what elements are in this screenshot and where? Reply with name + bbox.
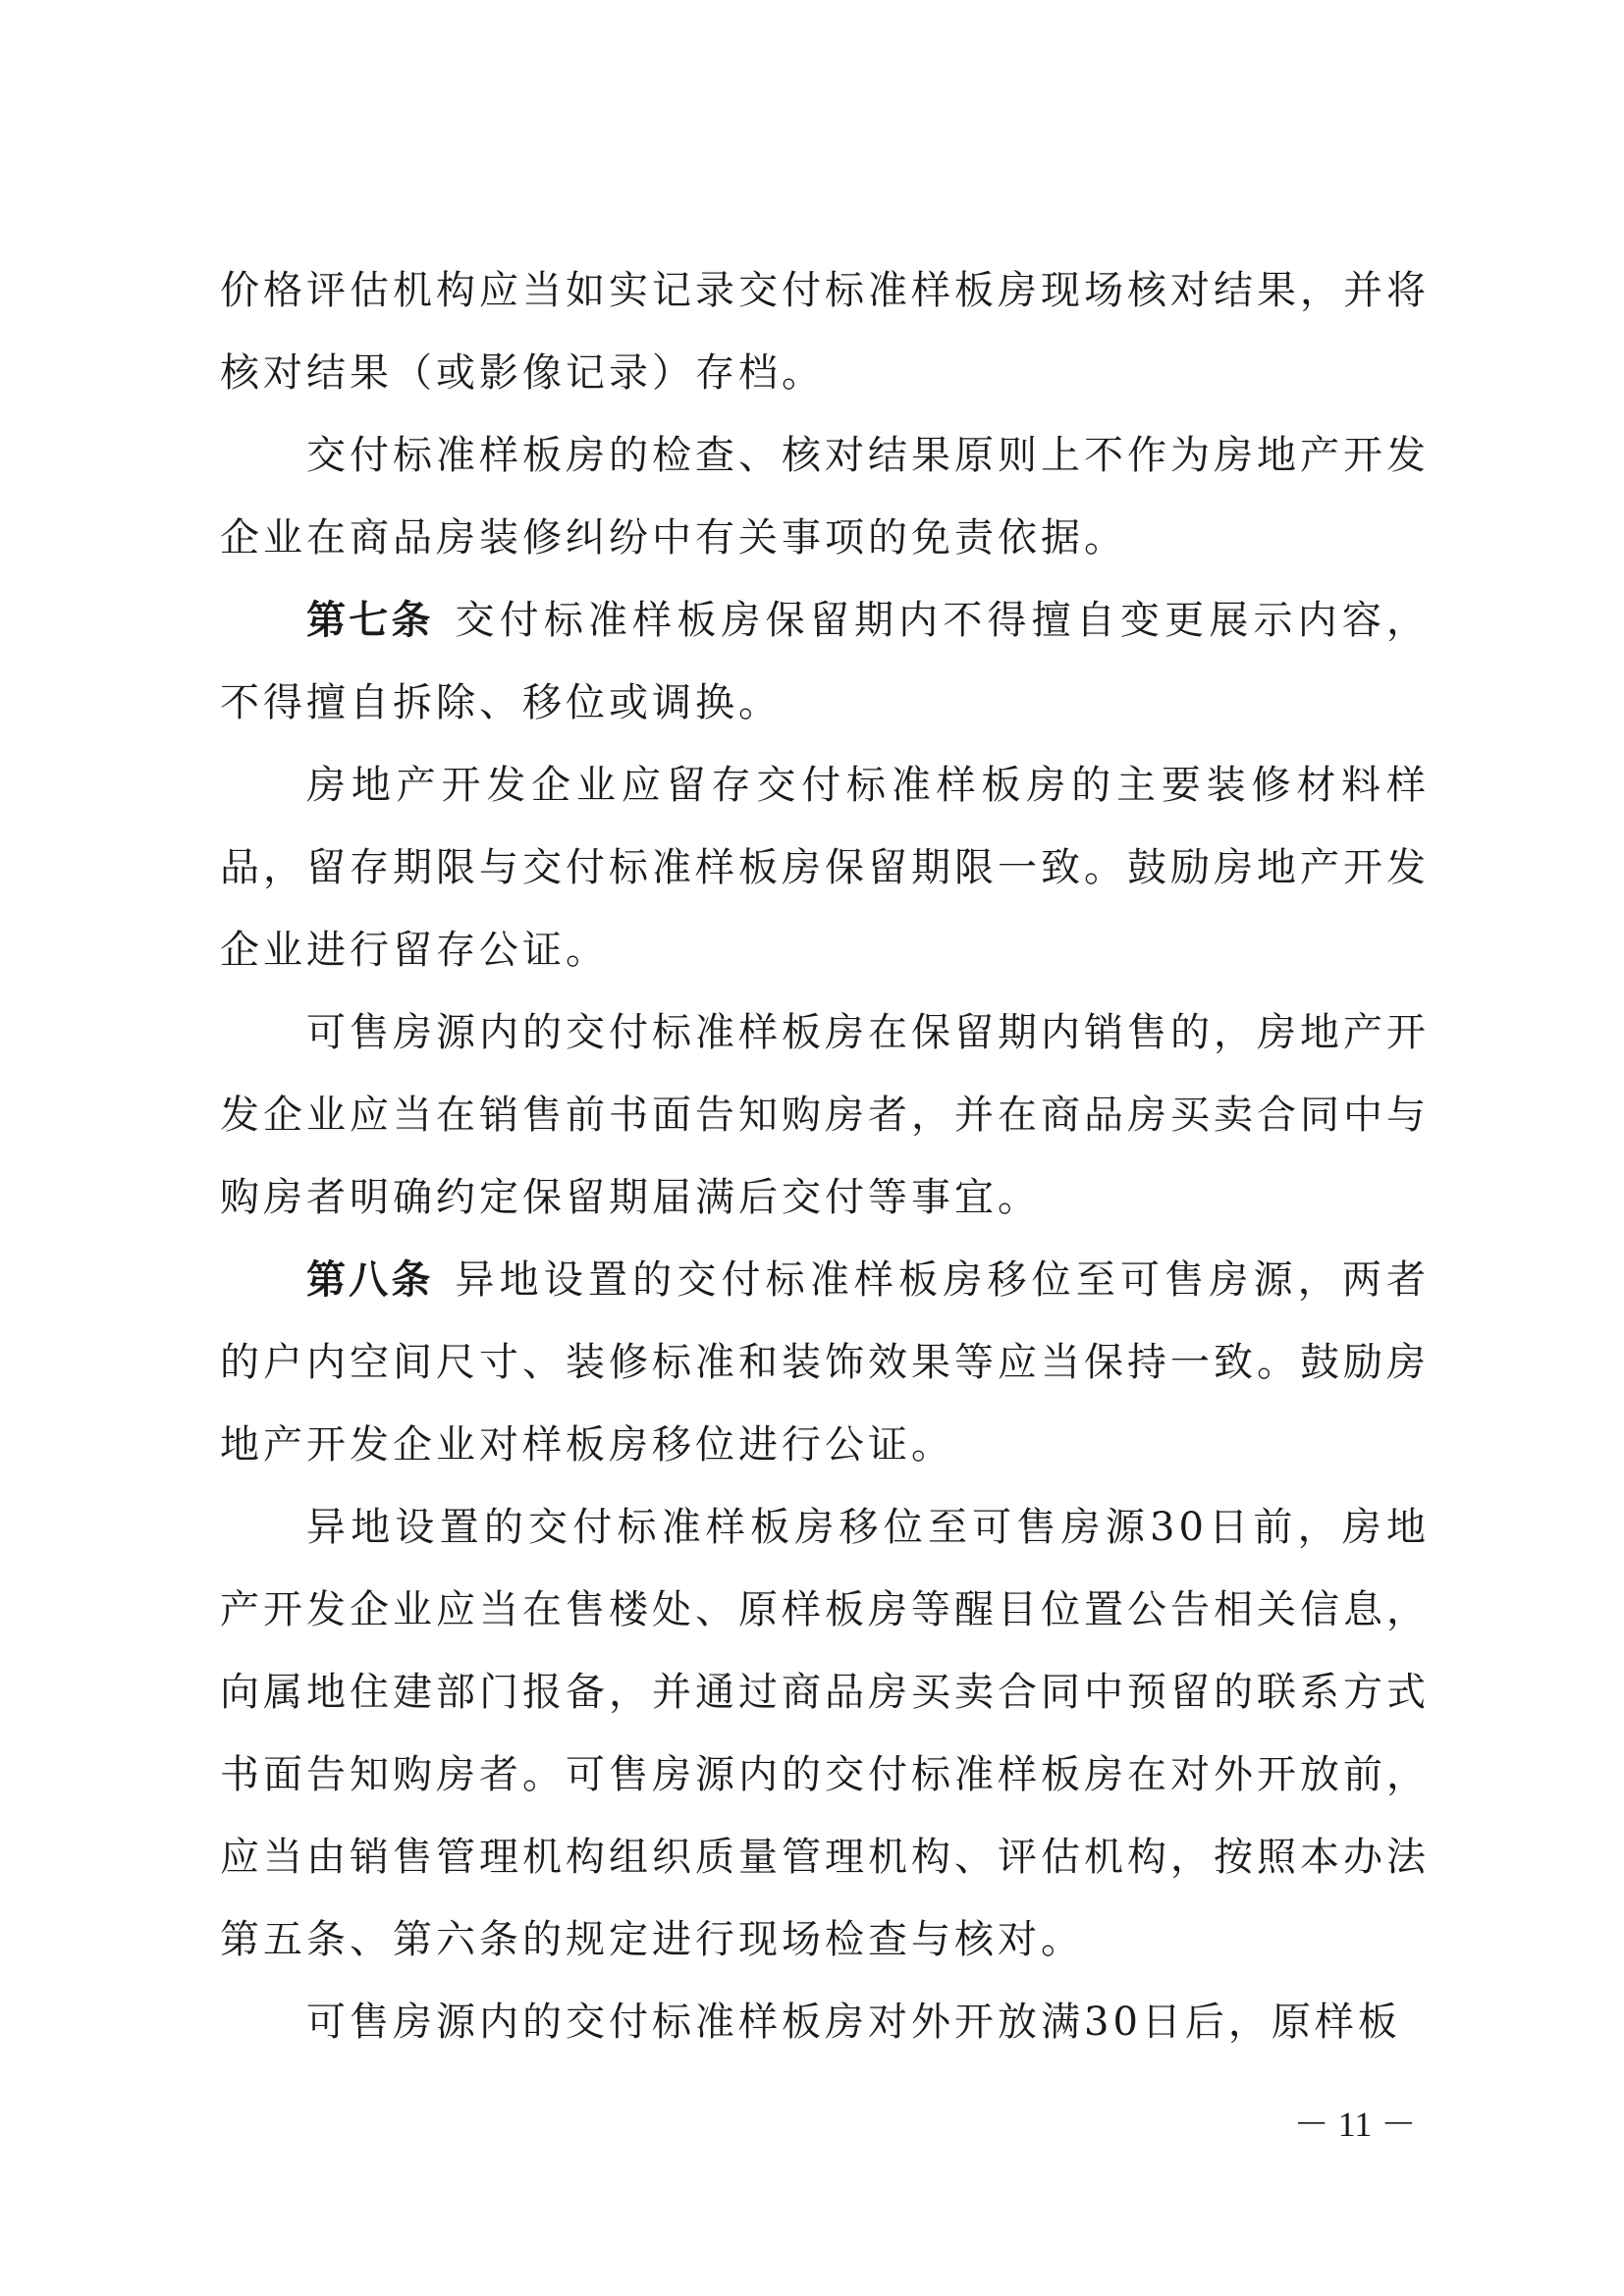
article-8 xyxy=(220,1239,1430,1486)
paragraph-5 xyxy=(220,991,1430,1239)
article-7 xyxy=(220,579,1430,744)
paragraph-8 xyxy=(220,1981,1430,2063)
paragraph-text: 异地设置的交付标准样板房移位至可售房源，两者的户内空间尺寸、装修标准和装饰效果等应当保持一致。鼓励房地产开发企业对样板房移位进行公证。 xyxy=(220,1257,1430,1468)
article-heading: 第八条 xyxy=(306,1257,434,1303)
article-heading: 第七条 xyxy=(306,598,434,643)
paragraph-text: 交付标准样板房保留期内不得擅自变更展示内容，不得擅自拆除、移位或调换。 xyxy=(220,598,1430,725)
document-body xyxy=(220,249,1430,2063)
paragraph-2 xyxy=(220,414,1430,579)
paragraph-text: 异地设置的交付标准样板房移位至可售房源30日前，房地产开发企业应当在售楼处、原样板房等醒目位置公告相关信息，向属地住建部门报备，并通过商品房买卖合同中预留的联系方式书面告知购房者。可售房源内的交付标准样板房在对外开放前，应当由销售管理机构组织质量管理机构、评估机构，按照本办法第五条、第六条的规定进行现场检查与核对。 xyxy=(220,1505,1430,1962)
paragraph-text: 价格评估机构应当如实记录交付标准样板房现场核对结果，并将核对结果（或影像记录）存档。 xyxy=(220,268,1430,396)
paragraph-text: 可售房源内的交付标准样板房在保留期内销售的，房地产开发企业应当在销售前书面告知购房者，并在商品房买卖合同中与购房者明确约定保留期届满后交付等事宜。 xyxy=(220,1010,1430,1220)
paragraph-4 xyxy=(220,744,1430,991)
paragraph-7 xyxy=(220,1486,1430,1981)
paragraph-text: 房地产开发企业应留存交付标准样板房的主要装修材料样品，留存期限与交付标准样板房保留期限一致。鼓励房地产开发企业进行留存公证。 xyxy=(220,763,1430,973)
paragraph-text: 交付标准样板房的检查、核对结果原则上不作为房地产开发企业在商品房装修纠纷中有关事项的免责依据。 xyxy=(220,433,1430,561)
paragraph-text: 可售房源内的交付标准样板房对外开放满30日后，原样板 xyxy=(306,2000,1401,2045)
paragraph-1 xyxy=(220,249,1430,414)
page-number: － 11 － xyxy=(1293,2105,1417,2144)
